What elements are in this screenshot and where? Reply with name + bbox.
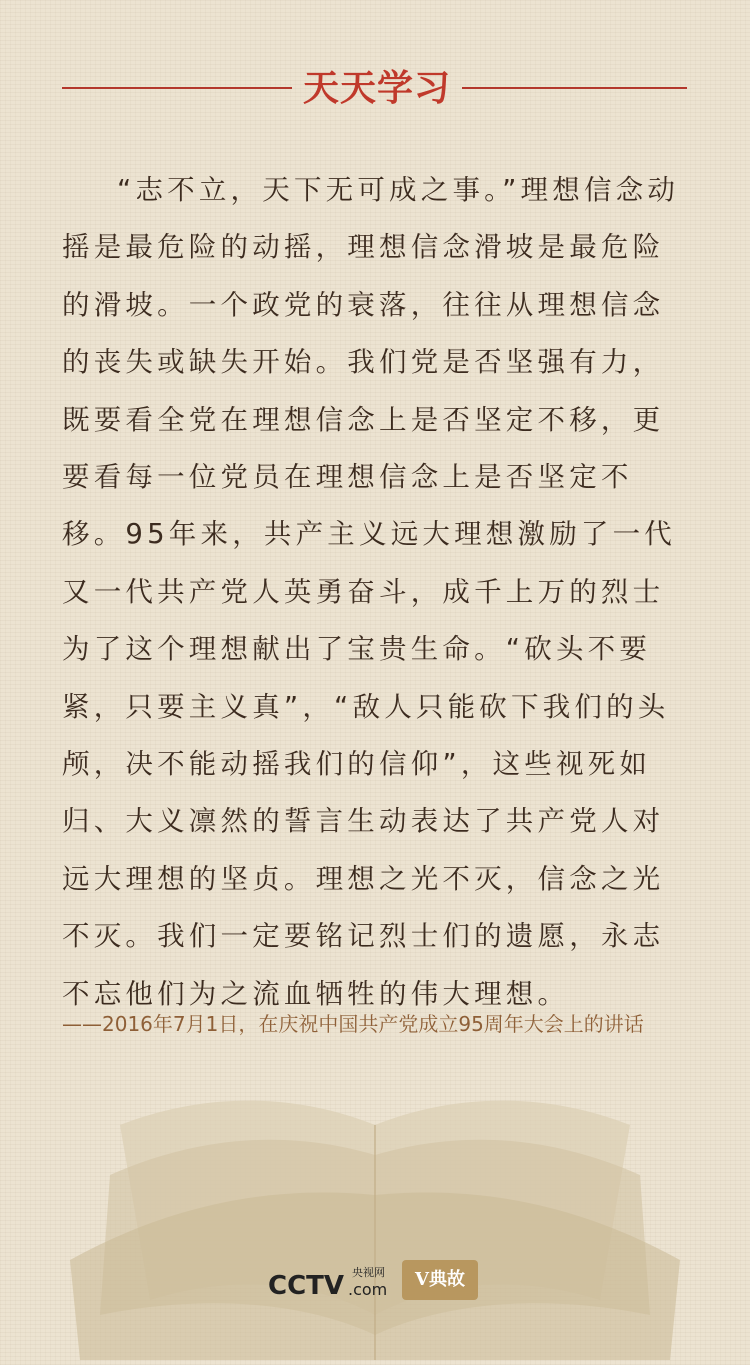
page-title: 天天学习 [302,67,451,109]
badge-v-letter: V [415,1269,429,1290]
cctv-logo-com: .com [348,1280,388,1299]
page-header [0,60,750,116]
article-body: “志不立，天下无可成之事。”理想信念动摇是最危险的动摇，理想信念滑坡是最危险的滑坡。一个政党的衰落，往往从理想信念的丧失或缺失开始。我们党是否坚强有力，既要看全党在理想信念上是否坚定不移，更要看每一位党员在理想信念上是否坚定不移。95年来，共产主义远大理想激励了一代又一代共产党人英勇奋斗，成千上万的烈士为了这个理想献出了宝贵生命。“砍头不要紧，只要主义真”，“敌人只能砍下我们的头颅，决不能动摇我们的信仰”，这些视死如归、大义凛然的誓言生动表达了共产党人对远大理想的坚贞。理想之光不灭，信念之光不灭。我们一定要铭记烈士们的遗愿，永志不忘他们为之流血牺牲的伟大理想。 [62,174,680,1010]
footer-logos [268,1258,488,1306]
open-book-illustration [0,1085,750,1365]
cctv-logo [268,1262,396,1302]
article-source: ——2016年7月1日，在庆祝中国共产党成立95周年大会上的讲话 [62,1012,644,1036]
cctv-logo-cn: 央视网 [352,1266,385,1279]
v-dianggu-badge [402,1260,478,1300]
cctv-logo-text: CCTV [268,1271,345,1301]
header-divider-right [462,87,687,89]
header-divider-left [62,87,292,89]
badge-text: 典故 [428,1269,465,1290]
